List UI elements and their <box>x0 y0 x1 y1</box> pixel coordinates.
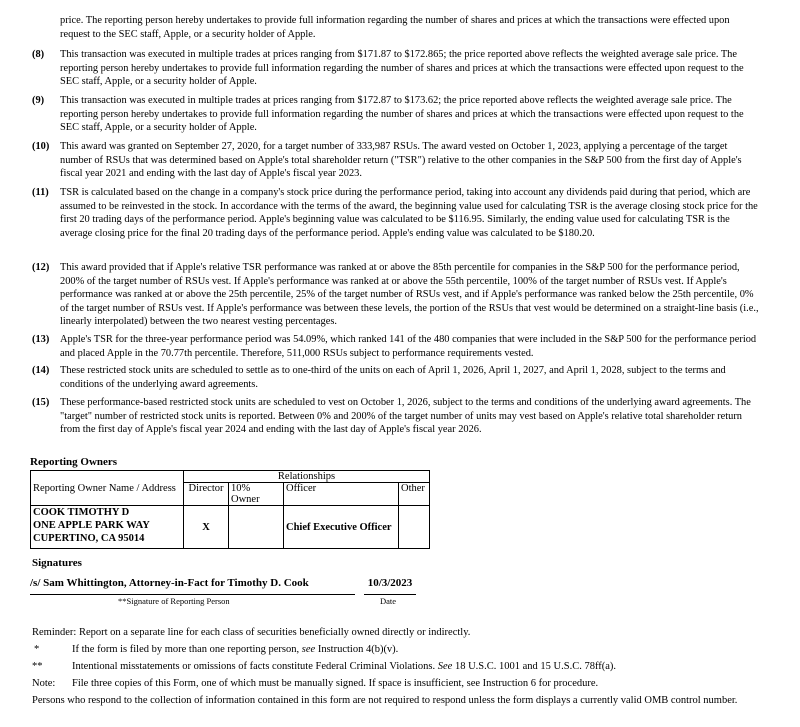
owner-name-header: Reporting Owner Name / Address <box>31 471 184 506</box>
ten-percent-owner-cell <box>229 506 284 549</box>
footnote-text: This award provided that if Apple's relative TSR performance was ranked at or above the 85th percentile for companies in the S&P 500 for the performance period, 200% of the target number of RSUs vest. If Apple's performance was ranked at or above the 55th percentile, 100% of the target number of RSUs vest. If Apple's performance was ranked at or above the 25th percentile, 25% of the target number of RSUs vest, and if Apple's performance was ranked below the 25th percentile, 0% of the target number of RSUs vest. If Apple's performance was between these levels, the portion of the RSUs that vest would be determined on a straight-line basis (i.e., linearly interpolated) between the two nearest vesting percentages. <box>60 262 759 328</box>
footnote-text: TSR is calculated based on the change in a company's stock price during the performance period, taking into account any dividends paid during that period, which are assumed to be reinvested in the stock. In accordance with the terms of the award, the beginning value used for calculating TSR is the average closing stock price for the first 20 trading days of the performance period. Apple's beginning value was calculated to be $116.95. Similarly, the ending value used for calculating TSR is the average closing price for the final 20 trading days of the performance period. Apple's ending value was calculated to be $180.20. <box>60 187 758 239</box>
footnote-number: (8) <box>32 49 45 60</box>
footnote-13 <box>30 333 760 360</box>
owner-address-line1: ONE APPLE PARK WAY <box>33 520 150 531</box>
footnote-text: These restricted stock units are scheduled to settle as to one-third of the units on each of April 1, 2026, April 1, 2027, and April 1, 2028, subject to the terms and conditions of the underlying award agreements. <box>60 365 726 390</box>
footnote-8 <box>30 48 760 89</box>
reporting-owners-heading: Reporting Owners <box>30 456 118 468</box>
footnote-15 <box>30 396 760 437</box>
footnote-text: price. The reporting person hereby undertakes to provide full information regarding the number of shares and prices at which the transactions were effected upon request to the SEC staff, Apple, or a security holder of Apple. <box>60 15 730 40</box>
footnote-text: This transaction was executed in multiple trades at prices ranging from $172.87 to $173.62; the price reported above reflects the weighted average sale price. The reporting person hereby undertakes to provide full information regarding the number of shares and prices at which the transactions were effected upon request to the SEC staff, Apple, or a security holder of Apple. <box>60 95 744 134</box>
director-mark: X <box>184 506 229 549</box>
footnote-9 <box>30 94 760 135</box>
footnote-text: Apple's TSR for the three-year performance period was 54.09%, which ranked 141 of the 480 companies that were included in the S&P 500 for the performance period and placed Apple in the 70.77th percentile. Therefore, 511,000 RSUs subject to performance requirements vested. <box>60 334 757 359</box>
table-row <box>31 506 430 549</box>
footnote-number: (10) <box>32 141 50 152</box>
date-caption: Date <box>380 596 397 606</box>
star-note-see: see <box>301 644 316 655</box>
officer-header: Officer <box>284 483 399 506</box>
footnote-number: (12) <box>32 262 50 273</box>
ten-percent-owner-header: 10% Owner <box>229 483 284 506</box>
note-label: Note: <box>32 678 56 689</box>
double-star-mark: ** <box>32 661 43 672</box>
footnote-14 <box>30 364 760 391</box>
footnote-11 <box>30 186 760 240</box>
signature-text: /s/ Sam Whittington, Attorney-in-Fact for Timothy D. Cook <box>30 577 355 595</box>
relationships-header: Relationships <box>184 471 430 483</box>
footnote-number: (13) <box>32 334 50 345</box>
footnote-text: This transaction was executed in multiple trades at prices ranging from $171.87 to $172.865; the price reported above reflects the weighted average sale price. The reporting person hereby undertakes to provide full information regarding the number of shares and prices at which the transactions were effected upon request to the SEC staff, Apple, or a security holder of Apple. <box>60 49 744 88</box>
signature-date: 10/3/2023 <box>364 577 416 595</box>
owner-address-line2: CUPERTINO, CA 95014 <box>33 533 145 544</box>
star-note-text: If the form is filed by more than one reporting person, <box>72 644 302 655</box>
officer-title: Chief Executive Officer <box>284 506 399 549</box>
director-header: Director <box>184 483 229 506</box>
star-note-text-end: Instruction 4(b)(v). <box>315 644 399 655</box>
double-star-note-text: Intentional misstatements or omissions of facts constitute Federal Criminal Violations. <box>72 661 438 672</box>
footnote-12 <box>30 261 760 329</box>
footnote-7-continued <box>30 14 760 41</box>
omb-notice: Persons who respond to the collection of information contained in this form are not required to respond unless the form displays a currently valid OMB control number. <box>32 695 738 706</box>
table-header-row <box>31 471 430 483</box>
footnote-number: (9) <box>32 95 45 106</box>
other-header: Other <box>399 483 430 506</box>
owner-name: COOK TIMOTHY D <box>33 507 130 518</box>
footnote-10 <box>30 140 760 181</box>
footnote-number: (11) <box>32 187 49 198</box>
note-text: File three copies of this Form, one of which must be manually signed. If space is insufficient, see Instruction 6 for procedure. <box>72 678 599 689</box>
signature-caption: **Signature of Reporting Person <box>118 596 230 606</box>
footnote-number: (14) <box>32 365 50 376</box>
other-cell <box>399 506 430 549</box>
double-star-note-text-end: 18 U.S.C. 1001 and 15 U.S.C. 78ff(a). <box>452 661 617 672</box>
reporting-owners-table <box>30 470 430 549</box>
double-star-note <box>72 660 616 673</box>
star-note <box>72 643 398 656</box>
footnote-text: This award was granted on September 27, 2020, for a target number of 333,987 RSUs. The award vested on October 1, 2023, applying a percentage of the target number of RSUs that was determined based on Apple's total shareholder return ("TSR") relative to the other companies in the S&P 500 from the first day of Apple's fiscal year 2021 and ending with the last day of Apple's fiscal year 2023. <box>60 141 742 180</box>
owner-cell <box>31 506 184 549</box>
reminder-text: Reminder: Report on a separate line for each class of securities beneficially owned directly or indirectly. <box>32 627 471 638</box>
footnote-number: (15) <box>32 397 50 408</box>
star-mark: * <box>34 644 40 655</box>
signatures-heading: Signatures <box>32 557 82 569</box>
double-star-note-see: See <box>437 661 453 672</box>
footnote-text: These performance-based restricted stock units are scheduled to vest on October 1, 2026, subject to the terms and conditions of the underlying award agreements. The "target" number of restricted stock units is reported. Between 0% and 200% of the target number of units may vest based on Apple's relative total shareholder return from the first day of Apple's fiscal year 2024 and ending with the last day of Apple's fiscal year 2026. <box>60 397 751 436</box>
